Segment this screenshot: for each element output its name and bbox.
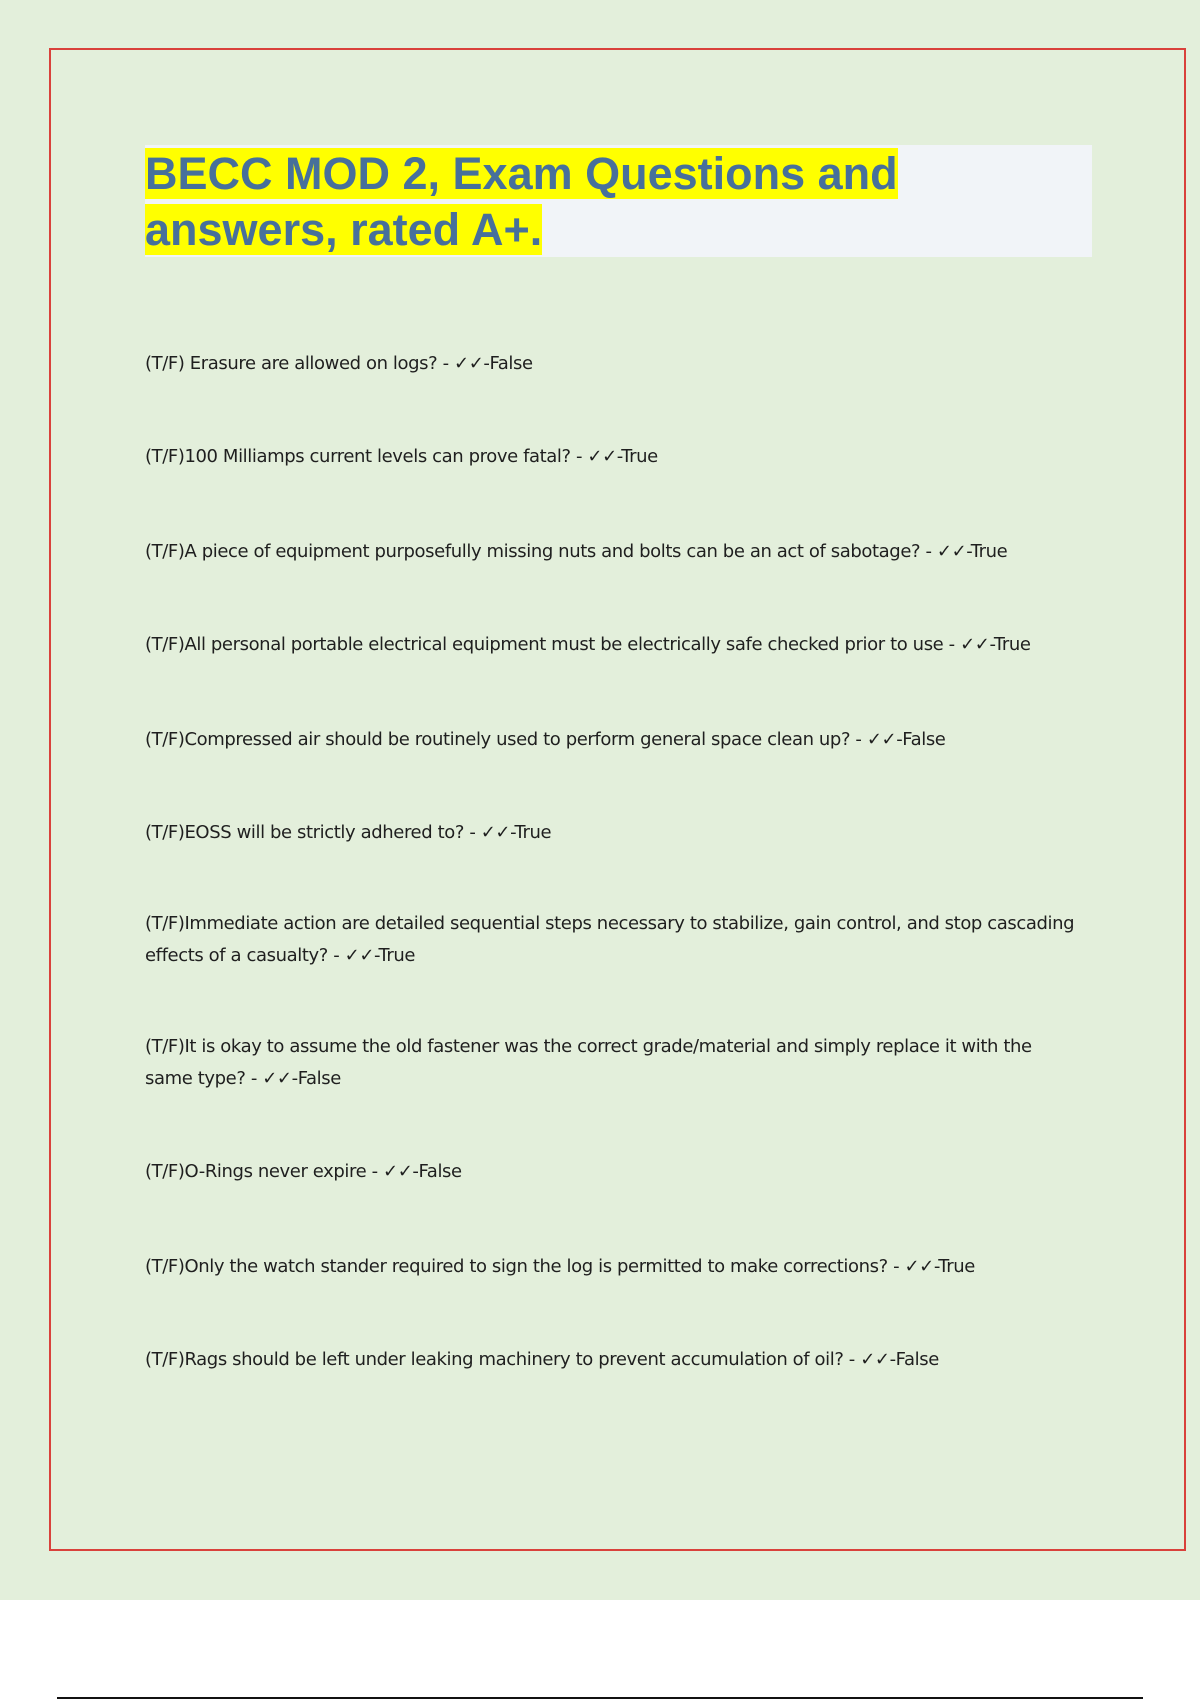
qa-item: (T/F)It is okay to assume the old fastener was the correct grade/material and simply replace it with the same type? - ✓✓-False	[145, 1036, 1032, 1089]
qa-item: (T/F)O-Rings never expire - ✓✓-False	[145, 1161, 462, 1182]
qa-item: (T/F)A piece of equipment purposefully missing nuts and bolts can be an act of sabotage? - ✓✓-True	[145, 541, 1008, 562]
qa-item: (T/F) Erasure are allowed on logs? - ✓✓-False	[145, 353, 533, 374]
qa-item: (T/F)Immediate action are detailed sequential steps necessary to stabilize, gain control, and stop cascading effects of a casualty? - ✓✓-True	[145, 913, 1075, 966]
page-border-frame	[49, 48, 1186, 1551]
qa-item: (T/F)Compressed air should be routinely used to perform general space clean up? - ✓✓-False	[145, 729, 946, 750]
title-line-1: BECC MOD 2, Exam Questions and	[145, 148, 898, 199]
qa-item: (T/F)EOSS will be strictly adhered to? - ✓✓-True	[145, 822, 552, 843]
qa-item: (T/F)Only the watch stander required to sign the log is permitted to make corrections? - ✓✓-True	[145, 1256, 975, 1277]
footer-divider-line	[57, 1697, 1143, 1699]
title-line-2: answers, rated A+.	[145, 204, 543, 255]
qa-item: (T/F)100 Milliamps current levels can prove fatal? - ✓✓-True	[145, 446, 658, 467]
qa-item: (T/F)Rags should be left under leaking machinery to prevent accumulation of oil? - ✓✓-False	[145, 1349, 939, 1370]
qa-item: (T/F)All personal portable electrical equipment must be electrically safe checked prior to use - ✓✓-True	[145, 634, 1031, 655]
document-title	[145, 146, 1005, 258]
